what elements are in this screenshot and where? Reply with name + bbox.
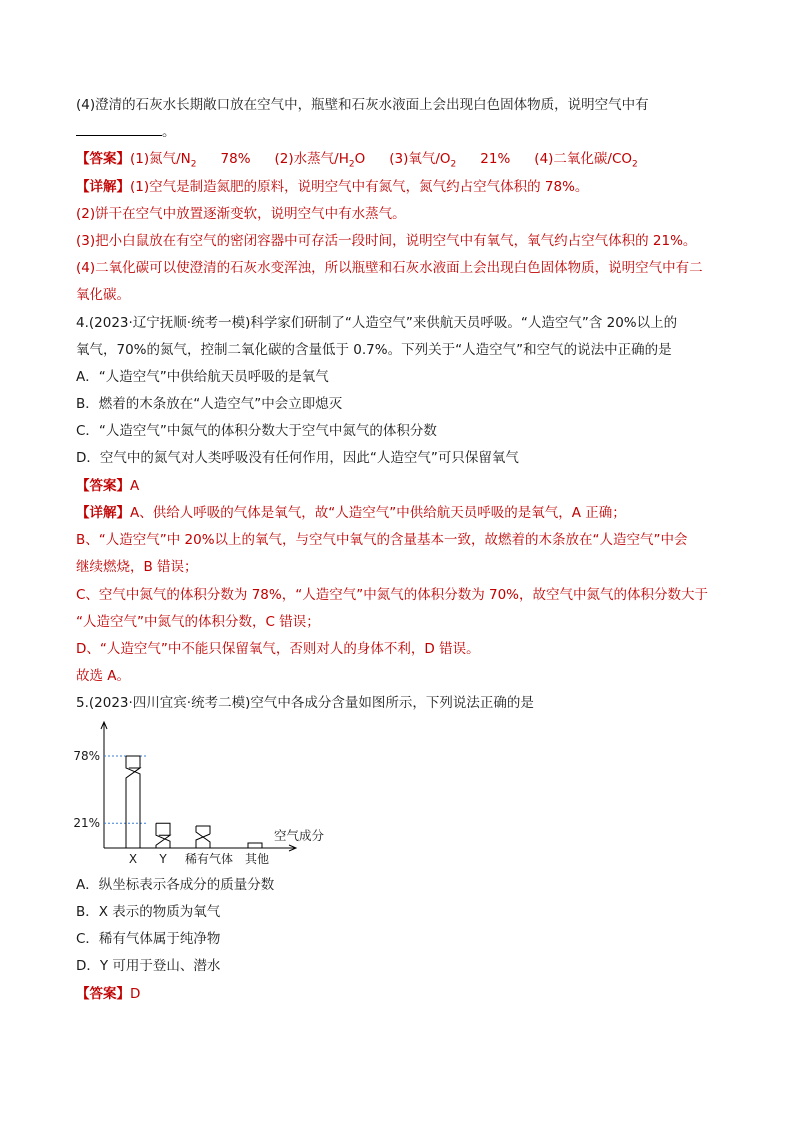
q4-answer	[76, 477, 139, 495]
q5-stem: 5.(2023·四川宜宾·统考二模)空气中各成分含量如图所示，下列说法正确的是	[76, 695, 534, 711]
q3-explain-line-5: 氧化碳。	[76, 287, 130, 303]
q4-option-c: C．“人造空气”中氮气的体积分数大于空气中氮气的体积分数	[76, 423, 437, 439]
bar-X	[126, 756, 140, 848]
q4-option-b: B．燃着的木条放在“人造空气”中会立即熄灭	[76, 396, 343, 412]
q5-answer	[76, 985, 140, 1003]
q4-explain-line-5: “人造空气”中氮气的体积分数，C 错误；	[76, 614, 320, 630]
q5-option-d: D．Y 可用于登山、潜水	[76, 958, 221, 974]
y-tick-label: 78%	[73, 748, 100, 763]
answer-blank	[76, 122, 162, 136]
answer-tag: 【答案】	[76, 986, 130, 1002]
x-tick-label: 其他	[244, 852, 270, 866]
answer-part2: (2)水蒸气$/H_2O$	[274, 151, 366, 170]
air-composition-chart	[60, 716, 360, 866]
q4-explain-line-4: C、空气中氮气的体积分数为 78%，“人造空气”中氮气的体积分数为 70%，故空气中氮气的体积分数大于	[76, 587, 709, 603]
answer-part3-percent: 21%	[480, 151, 511, 167]
answer-tag: 【答案】	[76, 478, 130, 494]
x-tick-label: 稀有气体	[184, 852, 234, 866]
x-tick-label: Y	[159, 852, 167, 866]
q4-stem-line-2: 氧气，70%的氮气，控制二氧化碳的含量低于 0.7%。下列关于“人造空气”和空气的说法中正确的是	[76, 342, 672, 358]
q4-conclusion: 故选 A。	[76, 668, 131, 684]
q4-explain-line-6: D、“人造空气”中不能只保留氧气，否则对人的身体不利，D 错误。	[76, 641, 480, 657]
answer-part1: (1)氮气$/N_2$	[130, 151, 197, 170]
q5-option-c: C．稀有气体属于纯净物	[76, 931, 221, 947]
explain-tag: 【详解】	[76, 505, 130, 521]
q3-explain-line-1: 【详解】(1)空气是制造氮肥的原料，说明空气中有氮气，氮气约占空气体积的 78%。	[76, 179, 589, 195]
q3-part4-text: (4)澄清的石灰水长期敞口放在空气中，瓶壁和石灰水液面上会出现白色固体物质，说明空气中有	[76, 97, 649, 113]
bar-Y	[156, 823, 170, 848]
x-tick-label: X	[128, 852, 138, 866]
answer-part3: (3)氧气$/O_2$	[389, 151, 457, 170]
answer-value: D	[130, 986, 141, 1002]
x-axis-label: 空气成分	[274, 828, 325, 843]
explain-tag: 【详解】	[76, 179, 130, 195]
q4-explain-line-3: 继续燃烧，B 错误；	[76, 559, 198, 575]
answer-part4: (4)二氧化碳$/CO_2$	[534, 151, 638, 170]
q4-option-d: D．空气中的氮气对人类呼吸没有任何作用，因此“人造空气”可只保留氧气	[76, 450, 519, 466]
q3-part4-blank-line: 。	[76, 122, 176, 141]
answer-value: A	[130, 478, 140, 494]
q3-answer	[76, 150, 638, 174]
answer-tag: 【答案】	[76, 151, 130, 167]
bar-rare-gas	[196, 826, 210, 848]
q4-option-a: A．“人造空气”中供给航天员呼吸的是氧气	[76, 369, 329, 385]
q5-option-b: B．X 表示的物质为氧气	[76, 904, 221, 920]
q3-explain-line-3: (3)把小白鼠放在有空气的密闭容器中可存活一段时间，说明空气中有氧气，氧气约占空气体积的 21%。	[76, 233, 697, 249]
bar-other	[248, 843, 262, 848]
q3-explain-line-4: (4)二氧化碳可以使澄清的石灰水变浑浊，所以瓶壁和石灰水液面上会出现白色固体物质，说明空气中有二	[76, 260, 703, 276]
q4-stem-line-1: 4.(2023·辽宁抚顺·统考一模)科学家们研制了“人造空气”来供航天员呼吸。“人造空气”含 20%以上的	[76, 315, 678, 331]
answer-part1-percent: 78%	[220, 151, 251, 167]
q4-explain-line-2: B、“人造空气”中 20%以上的氧气，与空气中氧气的含量基本一致，故燃着的木条放在“人造空气”中会	[76, 532, 688, 548]
q5-option-a: A．纵坐标表示各成分的质量分数	[76, 877, 275, 893]
q3-explain-line-2: (2)饼干在空气中放置逐渐变软，说明空气中有水蒸气。	[76, 206, 406, 222]
q4-explain-line-1: 【详解】A、供给人呼吸的气体是氧气，故“人造空气”中供给航天员呼吸的是氧气，A 正确；	[76, 505, 626, 521]
y-tick-label: 21%	[73, 816, 100, 831]
